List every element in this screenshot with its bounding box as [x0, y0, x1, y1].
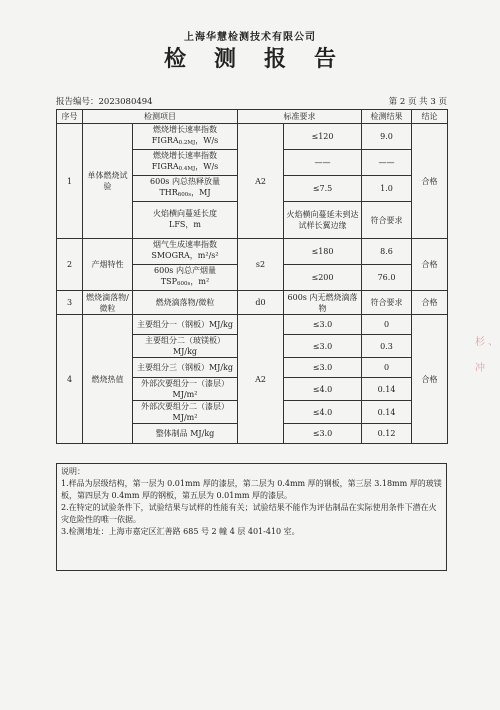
table-row	[57, 239, 448, 265]
item-name: 燃烧增长速率指数	[153, 125, 217, 134]
cell-no: 3	[57, 291, 83, 315]
item-name: 燃烧增长速率指数	[153, 151, 217, 160]
item-unit: ，W/s	[195, 162, 219, 171]
cell-item	[133, 265, 238, 291]
item-symbol-line	[134, 187, 236, 201]
cell-result: 0	[362, 358, 412, 378]
cell-class: s2	[238, 239, 284, 291]
cell-item	[133, 176, 238, 202]
cell-item	[133, 150, 238, 176]
item-name: 烟气生成速率指数	[153, 240, 217, 249]
cell-requirement: ≤7.5	[284, 176, 362, 202]
item-symbol-line	[134, 276, 236, 290]
cell-item: 燃烧滴落物/微粒	[133, 291, 238, 315]
cell-requirement: ≤200	[284, 265, 362, 291]
company-name: 上海华慧检测技术有限公司	[184, 32, 316, 43]
cell-category: 燃烧滴落物/微粒	[83, 291, 133, 315]
stamp-mark: 杉 、 冲	[475, 337, 499, 374]
cell-item: 主要组分三（钢板）MJ/kg	[133, 358, 238, 378]
item-unit: ，m	[185, 219, 201, 229]
item-subscript: 0.4MJ	[178, 166, 196, 172]
item-unit: ，m²/s²	[189, 251, 219, 260]
notes-box	[56, 463, 447, 571]
report-title: 检测报告	[163, 46, 364, 72]
item-symbol: SMOGRA	[151, 251, 190, 260]
report-meta	[56, 95, 447, 107]
cell-requirement: ≤4.0	[284, 401, 362, 424]
note-3: 3.检测地址：上海市嘉定区汇善路 685 号 2 幢 4 层 401-410 室。	[61, 527, 300, 536]
col-header-item: 检测项目	[83, 110, 238, 124]
cell-requirement: ≤3.0	[284, 315, 362, 335]
cell-item	[133, 239, 238, 265]
cell-conclusion: 合格	[412, 315, 448, 444]
cell-category: 单体燃烧试验	[83, 124, 133, 239]
table-row	[57, 315, 448, 335]
col-header-no: 序号	[57, 110, 83, 124]
item-symbol: FIGRA	[151, 162, 179, 171]
note-2: 2.在特定的试验条件下，试验结果与试样的性能有关；试验结果不能作为评估制品在实际使用条件下潜在火灾危险性的唯一依据。	[61, 503, 437, 524]
table-row	[57, 291, 448, 315]
cell-requirement: ≤3.0	[284, 358, 362, 378]
item-subscript: 600s	[177, 192, 192, 198]
cell-category: 产烟特性	[83, 239, 133, 291]
item-symbol-line	[134, 135, 236, 149]
cell-result: 0.14	[362, 401, 412, 424]
cell-item: 外部次要组分二（漆层）MJ/m²	[133, 401, 238, 424]
cell-no: 1	[57, 124, 83, 239]
cell-result: 符合要求	[362, 291, 412, 315]
table-header-row	[57, 110, 448, 124]
item-symbol: LFS	[169, 219, 186, 229]
cell-requirement: 火焰横向蔓延未到达试样长翼边缘	[284, 202, 362, 239]
note-1: 1.样品为层级结构，第一层为 0.01mm 厚的漆层，第二层为 0.4mm 厚的钢板，第三层 3.18mm 厚的玻镁板，第四层为 0.4mm 厚的钢板，第五层为 0.01mm 厚的漆层。	[61, 479, 442, 500]
cell-requirement: ——	[284, 150, 362, 176]
cell-item: 主要组分二（玻镁板）MJ/kg	[133, 335, 238, 358]
page-info: 第 2 页 共 3 页	[388, 97, 447, 107]
cell-conclusion: 合格	[412, 239, 448, 291]
table-row	[57, 124, 448, 150]
table-body	[57, 124, 448, 444]
item-symbol-line	[134, 161, 236, 175]
item-name: 火焰横向蔓延长度	[153, 208, 217, 218]
cell-result: 76.0	[362, 265, 412, 291]
col-header-result: 检测结果	[362, 110, 412, 124]
item-name: 600s 内总产烟量	[154, 266, 216, 275]
cell-result: 9.0	[362, 124, 412, 150]
cell-category: 燃烧热值	[83, 315, 133, 444]
cell-requirement: ≤3.0	[284, 424, 362, 444]
cell-requirement: ≤180	[284, 239, 362, 265]
cell-item: 外部次要组分一（漆层）MJ/m²	[133, 378, 238, 401]
cell-conclusion: 合格	[412, 124, 448, 239]
cell-no: 2	[57, 239, 83, 291]
notes-title: 说明：	[61, 467, 85, 476]
item-subscript: 0.2MJ	[178, 140, 196, 146]
item-unit: ，W/s	[195, 136, 219, 145]
cell-requirement: ≤120	[284, 124, 362, 150]
item-name: 600s 内总热释放量	[150, 177, 220, 186]
cell-no: 4	[57, 315, 83, 444]
cell-result: 0.14	[362, 378, 412, 401]
cell-result: 0.3	[362, 335, 412, 358]
item-symbol-line	[134, 219, 236, 233]
col-header-requirement: 标准要求	[238, 110, 362, 124]
item-subscript: 600s	[177, 281, 191, 287]
cell-class: A2	[238, 124, 284, 239]
cell-conclusion: 合格	[412, 291, 448, 315]
cell-requirement: 600s 内无燃烧滴落物	[284, 291, 362, 315]
cell-item: 主要组分一（钢板）MJ/kg	[133, 315, 238, 335]
cell-class: A2	[238, 315, 284, 444]
cell-class: d0	[238, 291, 284, 315]
item-symbol: TSP	[160, 277, 178, 286]
item-symbol: FIGRA	[151, 136, 179, 145]
report-number: 报告编号：2023080494	[56, 97, 153, 107]
cell-item	[133, 124, 238, 150]
cell-item	[133, 202, 238, 239]
cell-result: 0	[362, 315, 412, 335]
cell-result: ——	[362, 150, 412, 176]
cell-result: 8.6	[362, 239, 412, 265]
item-unit: ，m²	[190, 277, 210, 286]
test-results-table	[56, 109, 448, 444]
cell-result: 符合要求	[362, 202, 412, 239]
item-symbol-line	[134, 250, 236, 264]
cell-result: 1.0	[362, 176, 412, 202]
item-unit: ，MJ	[191, 188, 211, 197]
cell-requirement: ≤4.0	[284, 378, 362, 401]
cell-requirement: ≤3.0	[284, 335, 362, 358]
item-symbol: THR	[159, 188, 178, 197]
cell-item: 整体制品 MJ/kg	[133, 424, 238, 444]
col-header-conclusion: 结论	[412, 110, 448, 124]
cell-result: 0.12	[362, 424, 412, 444]
